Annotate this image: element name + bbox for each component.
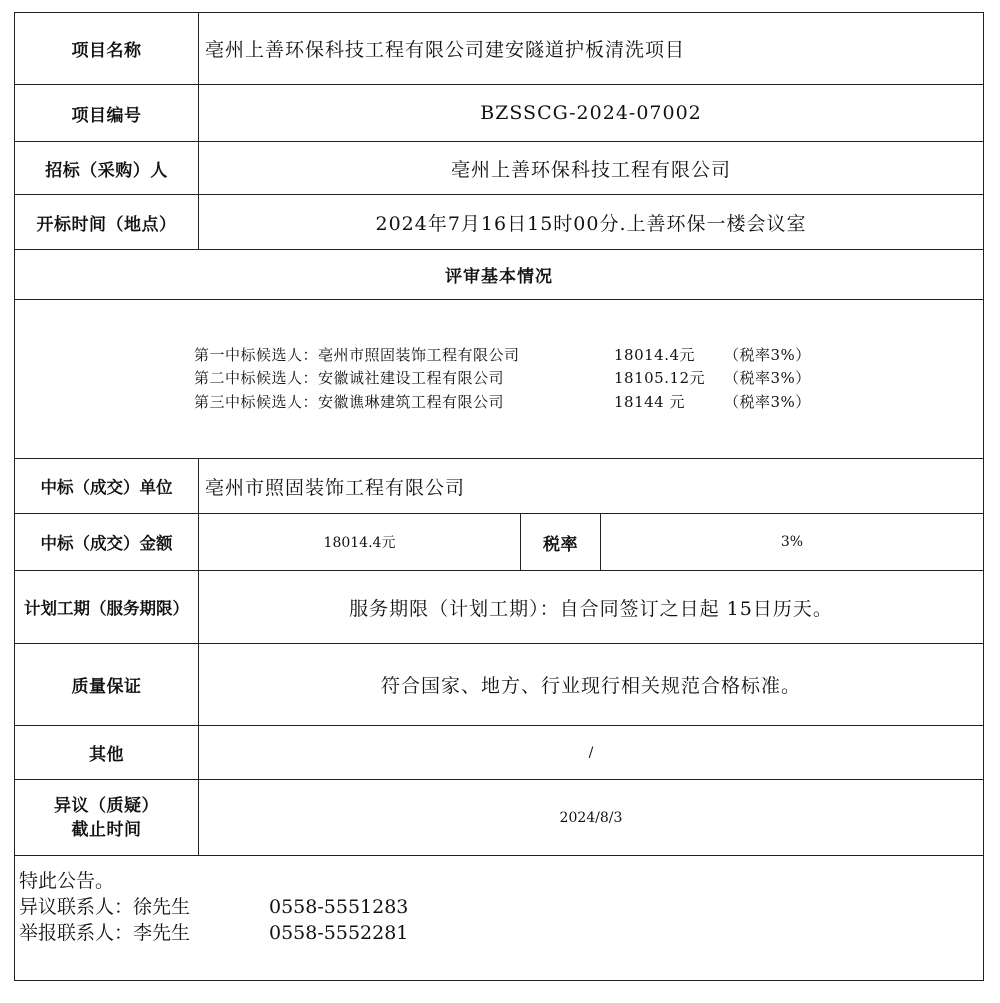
other-value: /	[199, 726, 984, 780]
objection-contact	[19, 894, 979, 920]
project-number-value: BZSSCG-2024-07002	[199, 85, 984, 142]
row-other	[15, 726, 984, 780]
tax-rate-value: 3%	[601, 514, 984, 571]
service-period-value: 服务期限（计划工期）：自合同签订之日起 15日历天。	[199, 571, 984, 644]
candidate-amount: 18014.4元	[614, 345, 696, 364]
candidate-tax: （税率3%）	[724, 369, 811, 388]
row-award-amount	[15, 514, 984, 571]
row-winner	[15, 459, 984, 514]
row-objection-deadline	[15, 780, 984, 856]
project-number-label: 项目编号	[15, 85, 199, 142]
project-name-value: 亳州上善环保科技工程有限公司建安隧道护板清洗项目	[199, 13, 984, 85]
winner-value: 亳州市照固装饰工程有限公司	[199, 459, 984, 514]
winner-label: 中标（成交）单位	[15, 459, 199, 514]
row-project-number	[15, 85, 984, 142]
purchaser-value: 亳州上善环保科技工程有限公司	[199, 142, 984, 195]
objection-deadline-label-line1: 异议（质疑）	[54, 795, 159, 816]
review-heading: 评审基本情况	[15, 250, 984, 300]
opening-value: 2024年7月16日15时00分.上善环保一楼会议室	[199, 195, 984, 250]
row-project-name	[15, 13, 984, 85]
objection-contact-phone: 0558-5551283	[269, 896, 409, 918]
quality-value: 符合国家、地方、行业现行相关规范合格标准。	[199, 644, 984, 726]
candidate-name: 第一中标候选人：亳州市照固装饰工程有限公司	[194, 345, 520, 364]
footer-notes	[15, 856, 984, 981]
quality-label: 质量保证	[15, 644, 199, 726]
project-name-label: 项目名称	[15, 13, 199, 85]
objection-contact-role: 异议联系人：徐先生	[19, 896, 191, 918]
candidate-tax: （税率3%）	[724, 345, 811, 364]
award-amount-value: 18014.4元	[199, 514, 521, 571]
candidate-line-3	[19, 391, 979, 415]
row-purchaser	[15, 142, 984, 195]
award-amount-label: 中标（成交）金额	[15, 514, 199, 571]
objection-deadline-value: 2024/8/3	[199, 780, 984, 856]
row-opening	[15, 195, 984, 250]
report-contact	[19, 920, 979, 946]
tax-rate-label: 税率	[521, 514, 601, 571]
row-review-heading	[15, 250, 984, 300]
objection-deadline-label-line2: 截止时间	[71, 819, 142, 840]
report-contact-role: 举报联系人：李先生	[19, 922, 191, 944]
opening-label: 开标时间（地点）	[15, 195, 199, 250]
candidate-line-1	[19, 344, 979, 368]
purchaser-label: 招标（采购）人	[15, 142, 199, 195]
row-quality	[15, 644, 984, 726]
candidate-list	[15, 300, 984, 459]
row-candidates	[15, 300, 984, 459]
row-footer	[15, 856, 984, 981]
bid-result-table	[14, 12, 984, 981]
candidate-name: 第二中标候选人：安徽诚社建设工程有限公司	[194, 369, 505, 388]
candidate-amount: 18144 元	[614, 392, 685, 411]
other-label: 其他	[15, 726, 199, 780]
service-period-label: 计划工期（服务期限）	[15, 571, 199, 644]
objection-deadline-label	[15, 780, 199, 856]
candidate-amount: 18105.12元	[614, 369, 706, 388]
announcement-text: 特此公告。	[19, 870, 115, 892]
report-contact-phone: 0558-5552281	[269, 922, 409, 944]
candidate-tax: （税率3%）	[724, 392, 811, 411]
row-service-period	[15, 571, 984, 644]
candidate-line-2	[19, 367, 979, 391]
candidate-name: 第三中标候选人：安徽谯琳建筑工程有限公司	[194, 392, 505, 411]
